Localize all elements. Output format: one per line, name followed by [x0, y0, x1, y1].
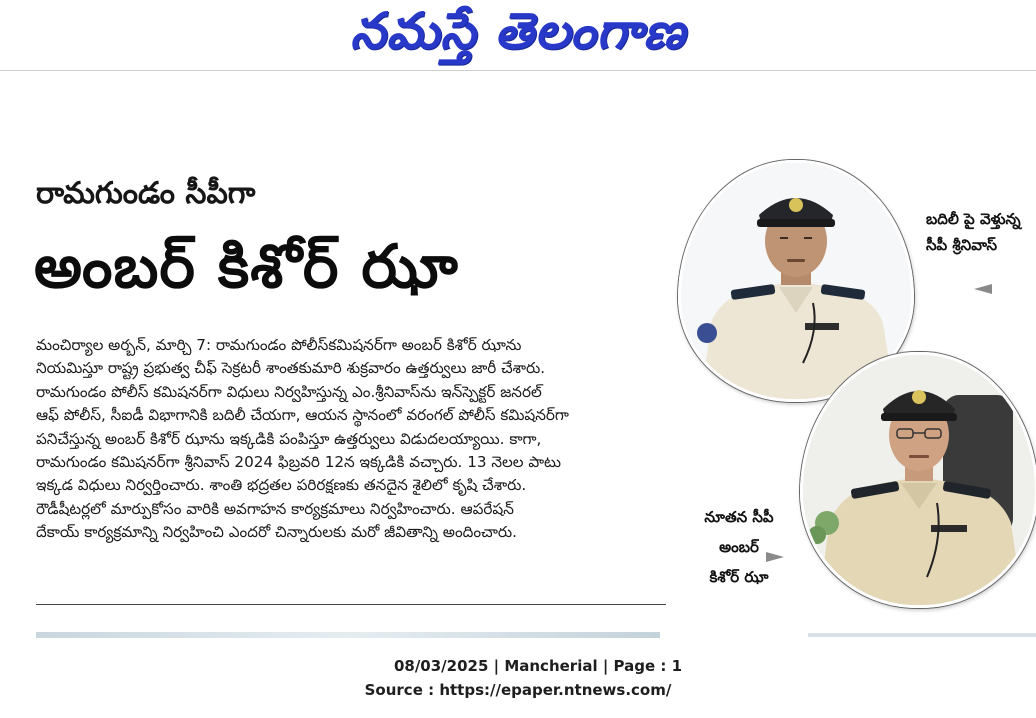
- edition-footer: [0, 654, 1036, 702]
- article-line: మంచిర్యాల అర్బన్, మార్చి 7: రామగుండం పోలీస్‌కమిషనర్‌గా అంబర్ కిశోర్ ఝాను: [36, 336, 522, 354]
- article-divider: [36, 604, 666, 605]
- caption-line: కిశోర్ ఝా: [709, 568, 769, 586]
- article-kicker: రామగుండం సీపీగా: [36, 176, 256, 211]
- caption-line: నూతన సీపీ: [704, 508, 774, 526]
- new-cp-caption: [686, 502, 792, 592]
- caption-pointer-arrow: [766, 552, 784, 562]
- article-line: ఆఫ్ పోలీస్, సీఐడీ విభాగానికి బదిలీ చేయగా, ఆయన స్థానంలో వరంగల్ పోలీస్ కమిషనర్‌గా: [36, 406, 569, 425]
- article-line: రామగుండం పోలీస్ కమిషనర్‌గా విధులు నిర్వహిస్తున్న ఎం.శ్రీనివాస్‌ను ఇన్‌స్పెక్టర్ జనరల్: [36, 382, 542, 401]
- masthead-divider: [0, 70, 1036, 71]
- next-article-image-strip: [36, 632, 660, 638]
- caption-line: అంబర్: [719, 538, 759, 556]
- article-line: రామగుండం కమిషనర్‌గా శ్రీనివాస్ 2024 ఫిబ్రవరి 12న ఇక్కడికి వచ్చారు. 13 నెలల పాటు: [36, 453, 562, 472]
- new-cp-photo: [800, 352, 1036, 608]
- article-body: [36, 334, 664, 545]
- source-link[interactable]: Source : https://epaper.ntnews.com/: [364, 681, 672, 699]
- edition-info: 08/03/2025 | Mancherial | Page : 1: [393, 657, 683, 675]
- caption-pointer-arrow: [974, 284, 992, 294]
- article-line: పనిచేస్తున్న అంబర్ కిశోర్ ఝాను ఇక్కడికి పంపిస్తూ ఉత్తర్వులు విడుదలయ్యాయి. కాగా,: [36, 429, 542, 448]
- article-line: రౌడీషీటర్లలో మార్పుకోసం వారికి అవగాహన కార్యక్రమాలు నిర్వహించారు. ఆపరేషన్: [36, 499, 514, 518]
- caption-line: సీపీ శ్రీనివాస్: [926, 236, 997, 254]
- article-line: నియమిస్తూ రాష్ట్ర ప్రభుత్వ చీఫ్ సెక్రటరీ శాంతకుమారి శుక్రవారం ఉత్తర్వులు జారీ చేశారు.: [36, 359, 546, 378]
- next-article-image-strip-right: [808, 633, 1036, 637]
- outgoing-cp-caption: [926, 206, 1036, 258]
- article-line: దేకాయ్ కార్యక్రమాన్ని నిర్వహించి ఎందరో చిన్నారులకు మరో జీవితాన్ని అందించారు.: [36, 523, 517, 542]
- officer-portrait-2: [803, 355, 1035, 605]
- caption-line: బదిలీ పై వెళ్తున్న: [926, 210, 1021, 228]
- newspaper-masthead: నమస్తే తెలంగాణ: [350, 2, 686, 60]
- article-line: ఇక్కడ విధులు నిర్వర్తించారు. శాంతి భద్రతల పరిరక్షణకు తనదైన శైలిలో కృషి చేశారు.: [36, 476, 527, 495]
- article-headline: అంబర్ కిశోర్ ఝా: [34, 232, 459, 302]
